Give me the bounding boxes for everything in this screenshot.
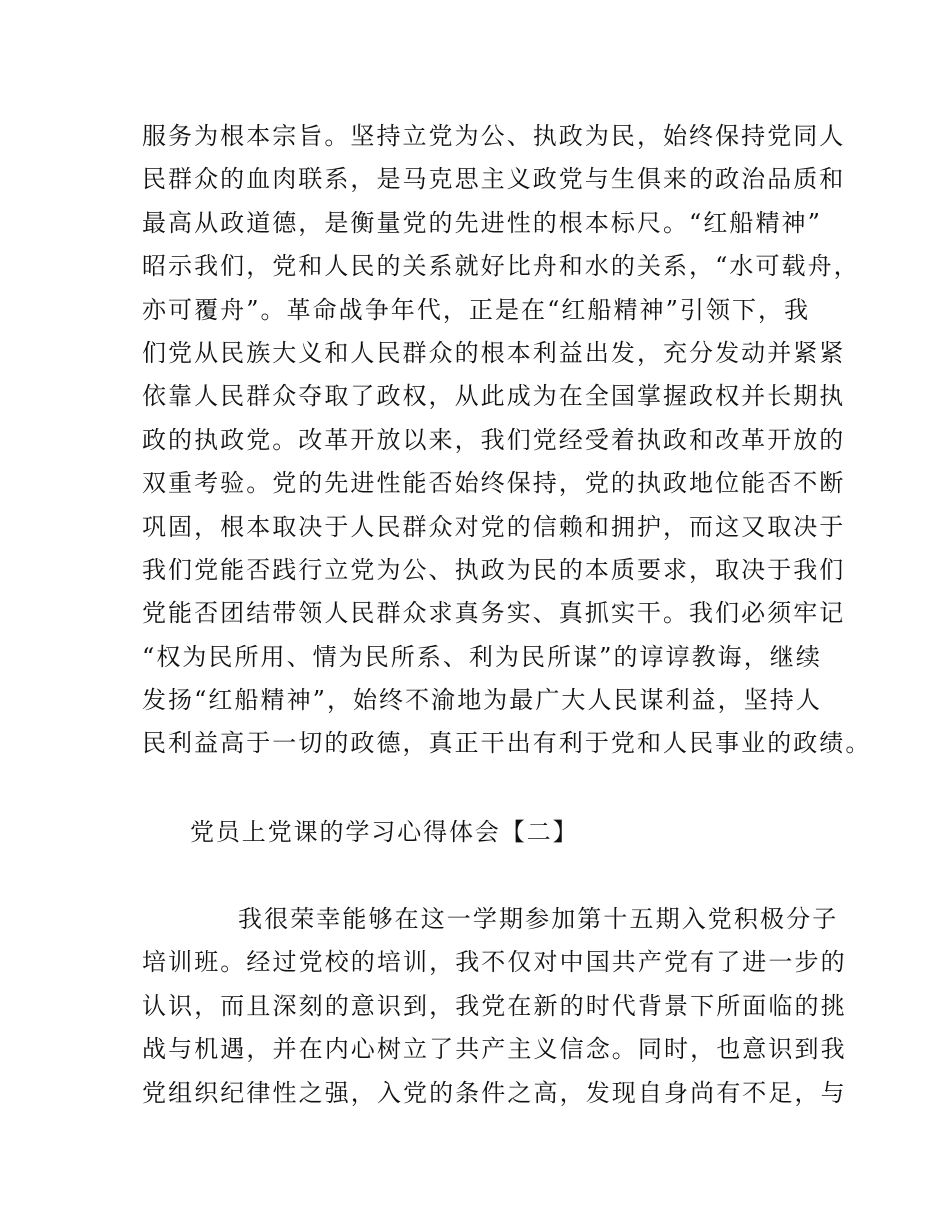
body-paragraph <box>142 115 872 766</box>
text-line: 民利益高于一切的政德，真正干出有利于党和人民事业的政绩。 <box>142 729 872 758</box>
text-line: 亦可覆舟”。革命战争年代，正是在“红船精神”引领下，我 <box>142 295 811 324</box>
text-line: 们党从民族大义和人民群众的根本利益出发，充分发动并紧紧 <box>142 338 846 367</box>
text-line: 认识，而且深刻的意识到，我党在新的时代背景下所面临的挑 <box>142 991 847 1020</box>
text-line: 依靠人民群众夺取了政权，从此成为在全国掌握政权并长期执 <box>142 382 846 411</box>
text-line: 发扬“红船精神”，始终不渝地为最广大人民谋利益，坚持人 <box>142 686 822 715</box>
text-line: “权为民所用、情为民所系、利为民所谋”的谆谆教诲，继续 <box>142 642 822 671</box>
text-line: 民群众的血肉联系，是马克思主义政党与生俱来的政治品质和 <box>142 165 846 194</box>
text-line: 我们党能否践行立党为公、执政为民的本质要求，取决于我们 <box>142 555 846 584</box>
text-line: 巩固，根本取决于人民群众对党的信赖和拥护，而这又取决于 <box>142 512 846 541</box>
text-line: 昭示我们，党和人民的关系就好比舟和水的关系，“水可载舟， <box>142 252 860 281</box>
text-line: 服务为根本宗旨。坚持立党为公、执政为民，始终保持党同人 <box>142 122 846 150</box>
text-line: 党组织纪律性之强，入党的条件之高，发现自身尚有不足，与 <box>142 1078 847 1107</box>
section-heading: 党员上党课的学习心得体会【二】 <box>190 818 579 846</box>
text-line: 党能否团结带领人民群众求真务实、真抓实干。我们必须牢记 <box>142 599 846 628</box>
body-paragraph <box>142 898 847 1115</box>
text-line: 培训班。经过党校的培训，我不仅对中国共产党有了进一步的 <box>142 948 847 977</box>
text-line: 最高从政道德，是衡量党的先进性的根本标尺。“红船精神” <box>142 208 822 237</box>
text-line: 政的执政党。改革开放以来，我们党经受着执政和改革开放的 <box>142 425 846 454</box>
text-line: 双重考验。党的先进性能否始终保持，党的执政地位能否不断 <box>142 469 846 498</box>
text-line: 战与机遇，并在内心树立了共产主义信念。同时，也意识到我 <box>142 1035 847 1064</box>
text-line: 我很荣幸能够在这一学期参加第十五期入党积极分子 <box>238 905 839 933</box>
